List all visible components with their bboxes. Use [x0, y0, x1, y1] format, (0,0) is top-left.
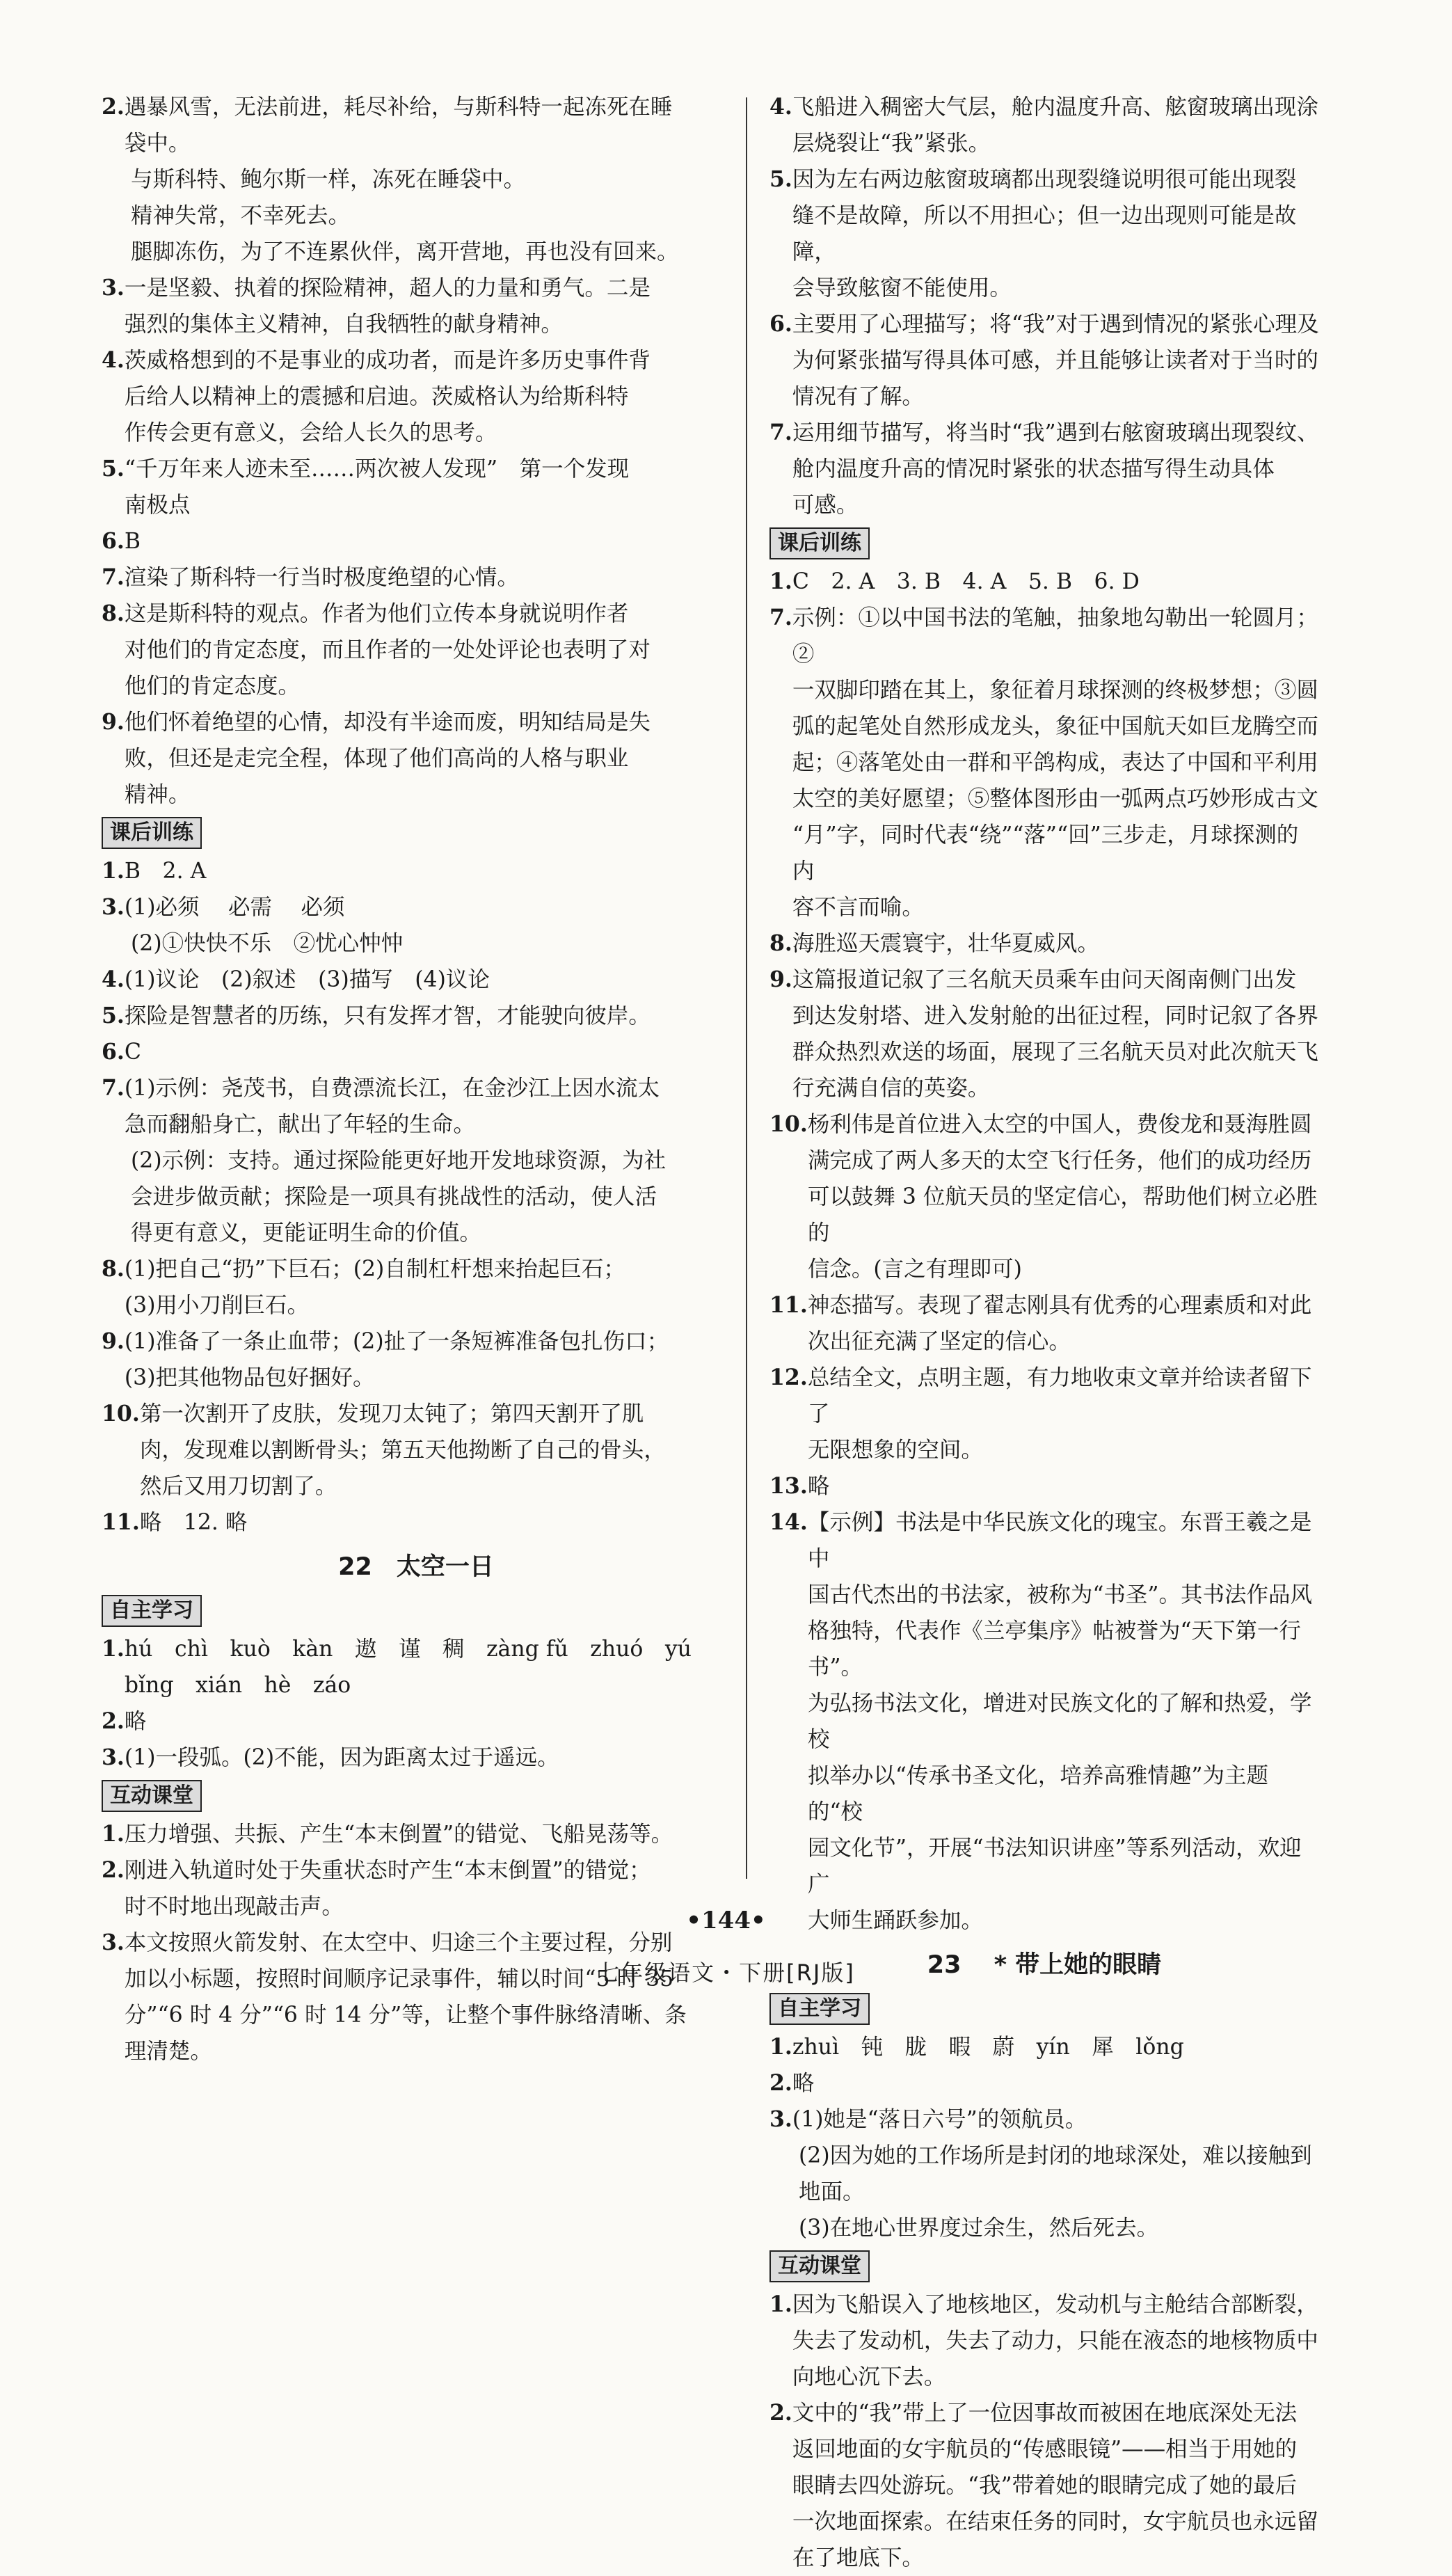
answer-text — [125, 270, 731, 342]
answer-line: 示例：①以中国书法的笔触，抽象地勾勒出一轮圆月；② — [792, 605, 1318, 667]
answer-line: 返回地面的女宇航员的“传感眼镜”——相当于用她的 — [792, 2437, 1298, 2462]
answer-text — [792, 2287, 1319, 2395]
answer-line: 强烈的集体主义精神，自我牺牲的献身精神。 — [124, 312, 563, 337]
answer-line: 群众热烈欢送的场面，展现了三名航天员对此次航天飞 — [792, 1040, 1318, 1065]
section-label: 自主学习 — [769, 1993, 870, 2025]
answer-line: 肉，发现难以割断骨头；第五天他拗断了自己的骨头， — [139, 1438, 666, 1463]
answer-item — [102, 523, 731, 559]
answer-number: 1. — [102, 858, 125, 884]
answer-line: 这是斯科特的观点。作者为他们立传本身就说明作者 — [124, 601, 629, 626]
answer-line: C — [124, 1040, 141, 1065]
answer-number: 1. — [769, 569, 792, 594]
answer-item — [102, 1251, 731, 1323]
right-column — [769, 89, 1319, 2576]
answer-number: 3. — [102, 1744, 125, 1770]
answer-item — [102, 1703, 731, 1740]
answer-text — [140, 1396, 731, 1504]
answer-item — [769, 415, 1319, 523]
answer-line: 渲染了斯科特一行当时极度绝望的心情。 — [124, 565, 519, 590]
answer-line: 拟举办以“传承书圣文化，培养高雅情趣”为主题的“校 — [807, 1763, 1269, 1824]
answer-line: 这篇报道记叙了三名航天员乘车由问天阁南侧门出发 — [792, 967, 1297, 992]
answer-line: “月”字，同时代表“绕”“落”“回”三步走，月球探测的内 — [792, 822, 1299, 884]
answer-number: 7. — [769, 605, 792, 630]
section-label-box — [769, 1989, 1319, 2029]
answer-text — [808, 1287, 1319, 1360]
answer-line: 信念。(言之有理即可) — [807, 1257, 1022, 1282]
answer-item — [769, 925, 1319, 962]
answer-number: 7. — [769, 420, 792, 445]
answer-line: 败，但还是走完全程，体现了他们高尚的人格与职业 — [124, 746, 629, 771]
answer-text — [792, 89, 1319, 161]
answer-line: 会导致舷窗不能使用。 — [792, 276, 1012, 301]
answer-number: 2. — [102, 94, 125, 120]
answer-number: 9. — [102, 1328, 125, 1354]
book-title: 七年级语文・下册[RJ版] — [597, 1959, 855, 1986]
answer-number: 2. — [769, 2070, 792, 2096]
answer-line: 一是坚毅、执着的探险精神，超人的力量和勇气。二是 — [124, 276, 651, 301]
answer-line: 神态描写。表现了翟志刚具有优秀的心理素质和对此 — [807, 1293, 1312, 1318]
answer-item — [102, 1323, 731, 1396]
answer-line: B 2. A — [124, 859, 207, 884]
answer-line: 理清楚。 — [124, 2039, 212, 2064]
section-label: 互动课堂 — [769, 2250, 870, 2282]
answer-line: 飞船进入稠密大气层，舱内温度升高、舷窗玻璃出现涂 — [792, 95, 1318, 120]
answer-line: “千万年来人迹未至……两次被人发现” 第一个发现 — [124, 456, 630, 482]
answer-text — [792, 962, 1319, 1106]
answer-text — [140, 1504, 731, 1541]
answer-text — [792, 2065, 1319, 2101]
answer-text — [125, 1816, 731, 1852]
answer-line: 主要用了心理描写；将“我”对于遇到情况的紧张心理及 — [792, 312, 1319, 337]
answer-line: 精神。 — [124, 782, 191, 807]
answer-line: 一双脚印踏在其上，象征着月球探测的终极梦想；③圆 — [792, 678, 1318, 703]
answer-item — [769, 1287, 1319, 1360]
answer-item — [102, 451, 731, 523]
answer-line: 满完成了两人多天的太空飞行任务，他们的成功经历 — [807, 1148, 1312, 1173]
answer-number: 1. — [769, 2034, 792, 2060]
answer-line: (2)①快快不乐 ②忧心忡忡 — [131, 931, 404, 956]
answer-line: C 2. A 3. B 4. A 5. B 6. D — [792, 569, 1140, 594]
answer-text — [125, 998, 731, 1034]
answer-line: 时不时地出现敲击声。 — [124, 1894, 344, 1919]
answer-line: 为何紧张描写得具体可感，并且能够让读者对于当时的 — [792, 348, 1318, 373]
answer-number: 5. — [769, 166, 792, 192]
answer-item — [102, 89, 731, 161]
answer-number: 8. — [102, 601, 125, 626]
answer-line: 层烧裂让“我”紧张。 — [792, 131, 991, 156]
answer-sub-lines — [102, 161, 731, 270]
section-label: 互动课堂 — [102, 1780, 202, 1812]
answer-number: 4. — [102, 347, 125, 373]
answer-line: 略 — [792, 2071, 815, 2096]
answer-item — [102, 1631, 731, 1703]
answer-number: 9. — [769, 967, 792, 992]
answer-number: 1. — [102, 1821, 125, 1847]
answer-line: 无限想象的空间。 — [807, 1438, 983, 1463]
answer-item — [102, 1740, 731, 1776]
answer-item — [102, 853, 731, 889]
answer-line: 【示例】书法是中华民族文化的瑰宝。东晋王羲之是中 — [807, 1510, 1312, 1571]
answer-line: (1)准备了一条止血带；(2)扯了一条短裤准备包扎伤口； — [124, 1329, 669, 1354]
answer-number: 9. — [102, 709, 125, 735]
answer-text — [125, 704, 731, 813]
page-number: •144• — [686, 1907, 766, 1934]
section-label-box — [769, 523, 1319, 564]
answer-line: 他们怀着绝望的心情，却没有半途而废，明知结局是失 — [124, 710, 651, 735]
answer-line: 情况有了解。 — [792, 384, 924, 409]
answer-line: (1)把自己“扔”下巨石；(2)自制杠杆想来抬起巨石； — [124, 1257, 625, 1282]
answer-line: 缝不是故障，所以不用担心；但一边出现则可能是故障， — [792, 203, 1297, 264]
answer-item — [769, 1504, 1319, 1939]
answer-item — [102, 889, 731, 925]
answer-line: 国古代杰出的书法家，被称为“书圣”。其书法作品风 — [807, 1582, 1313, 1607]
answer-sub-lines — [102, 925, 731, 962]
answer-number: 13. — [769, 1473, 808, 1499]
answer-text — [792, 2101, 1319, 2138]
answer-number: 2. — [102, 1708, 125, 1734]
answer-number: 7. — [102, 1075, 125, 1101]
answer-text — [125, 89, 731, 161]
answer-number: 12. — [769, 1365, 808, 1390]
answer-number: 3. — [102, 275, 125, 301]
answer-line: (1)一段弧。(2)不能，因为距离太过于遥远。 — [124, 1745, 559, 1770]
answer-line: 一次地面探索。在结束任务的同时，女宇航员也永远留 — [792, 2509, 1318, 2534]
answer-text — [792, 925, 1319, 962]
answer-line: 对他们的肯定态度，而且作者的一处处评论也表明了对 — [124, 637, 651, 662]
answer-text — [125, 1925, 731, 2069]
answer-line: 次出征充满了坚定的信心。 — [807, 1329, 1071, 1354]
answer-line: 起；④落笔处由一群和平鸽构成，表达了中国和平利用 — [792, 750, 1318, 775]
answer-line: 可以鼓舞 3 位航天员的坚定信心，帮助他们树立必胜的 — [807, 1184, 1318, 1246]
answer-item — [769, 1360, 1319, 1468]
answer-line: 他们的肯定态度。 — [124, 674, 300, 699]
answer-line: 袋中。 — [124, 131, 191, 156]
answer-number: 10. — [769, 1111, 808, 1137]
answer-text — [792, 415, 1319, 523]
answer-text — [792, 2395, 1319, 2576]
answer-number: 8. — [102, 1256, 125, 1282]
answer-line: (1)她是“落日六号”的领航员。 — [792, 2107, 1087, 2132]
answer-number: 8. — [769, 930, 792, 956]
lesson-title: 22 太空一日 — [338, 1553, 494, 1581]
answer-text — [125, 1703, 731, 1740]
answer-item — [769, 2065, 1319, 2101]
answer-number: 11. — [102, 1509, 140, 1535]
section-label-box — [102, 1591, 731, 1631]
answer-text — [792, 564, 1319, 600]
answer-line: 略 — [807, 1474, 830, 1499]
answer-line: 运用细节描写，将当时“我”遇到右舷窗玻璃出现裂纹、 — [792, 420, 1319, 445]
answer-text — [808, 1504, 1319, 1939]
answer-item — [769, 600, 1319, 925]
answer-number: 14. — [769, 1509, 808, 1535]
answer-number: 1. — [769, 2291, 792, 2317]
answer-text — [125, 451, 731, 523]
answer-line: 腿脚冻伤，为了不连累伙伴，离开营地，再也没有回来。 — [131, 239, 679, 264]
answer-line: (2)示例：支持。通过探险能更好地开发地球资源，为社 — [131, 1148, 667, 1173]
answer-line: 分”“6 时 4 分”“6 时 14 分”等，让整个事件脉络清晰、条 — [124, 2003, 687, 2028]
answer-item — [102, 1034, 731, 1070]
answer-number: 5. — [102, 1003, 125, 1028]
answer-text — [792, 600, 1319, 925]
answer-text — [125, 523, 731, 559]
answer-line: 园文化节”，开展“书法知识讲座”等系列活动，欢迎广 — [807, 1836, 1302, 1897]
answer-item — [769, 2395, 1319, 2576]
answer-text — [125, 1323, 731, 1396]
answer-text — [125, 1631, 731, 1703]
answer-line: 与斯科特、鲍尔斯一样，冻死在睡袋中。 — [131, 167, 526, 192]
section-label-box — [102, 1776, 731, 1816]
answer-text — [808, 1106, 1319, 1287]
answer-line: 作传会更有意义，会给人长久的思考。 — [124, 420, 497, 445]
answer-number: 6. — [769, 311, 792, 337]
answer-line: 到达发射塔、进入发射舱的出征过程，同时记叙了各界 — [792, 1003, 1318, 1028]
answer-item — [769, 962, 1319, 1106]
section-label-box — [769, 2246, 1319, 2287]
answer-line: 为弘扬书法文化，增进对民族文化的了解和热爱，学校 — [807, 1691, 1312, 1752]
answer-item — [102, 559, 731, 596]
answer-line: (1)议论 (2)叙述 (3)描写 (4)议论 — [124, 967, 490, 992]
left-column — [102, 89, 731, 2069]
answer-item — [102, 704, 731, 813]
answer-line: 杨利伟是首位进入太空的中国人，费俊龙和聂海胜圆 — [807, 1112, 1312, 1137]
answer-item — [769, 564, 1319, 600]
answer-item — [769, 1468, 1319, 1504]
column-divider — [746, 97, 747, 1879]
answer-number: 3. — [102, 1930, 125, 1955]
answer-item — [102, 1070, 731, 1143]
answer-line: B — [124, 529, 141, 554]
answer-line: bǐng xián hè záo — [124, 1673, 351, 1698]
answer-number: 10. — [102, 1401, 140, 1426]
answer-text — [808, 1360, 1319, 1468]
answer-text — [792, 306, 1319, 415]
answer-item — [769, 161, 1319, 306]
answer-line: (3)用小刀削巨石。 — [124, 1293, 310, 1318]
answer-line: 格独特，代表作《兰亭集序》帖被誉为“天下第一行书”。 — [807, 1619, 1301, 1680]
answer-line: 在了地底下。 — [792, 2545, 924, 2570]
answer-item — [769, 306, 1319, 415]
answer-item — [769, 2101, 1319, 2138]
answer-number: 11. — [769, 1292, 808, 1318]
answer-line: 弧的起笔处自然形成龙头，象征中国航天如巨龙腾空而 — [792, 714, 1318, 739]
answer-number: 6. — [102, 1039, 125, 1065]
answer-line: 容不言而喻。 — [792, 895, 924, 920]
answer-text — [125, 1070, 731, 1143]
answer-number: 6. — [102, 528, 125, 554]
answer-line: 眼睛去四处游玩。“我”带着她的眼睛完成了她的最后 — [792, 2473, 1298, 2498]
answer-item — [769, 2029, 1319, 2065]
answer-item — [102, 1396, 731, 1504]
answer-sub-lines — [102, 1143, 731, 1251]
answer-line: 精神失常，不幸死去。 — [131, 203, 351, 228]
answer-number: 3. — [769, 2106, 792, 2132]
answer-item — [769, 1106, 1319, 1287]
answer-text — [125, 853, 731, 889]
answer-text — [125, 1034, 731, 1070]
answer-text — [808, 1468, 1319, 1504]
answer-number: 5. — [102, 456, 125, 482]
answer-item — [769, 2287, 1319, 2395]
answer-line: (2)因为她的工作场所是封闭的地球深处，难以接触到 — [799, 2143, 1312, 2168]
answer-item — [102, 962, 731, 998]
answer-text — [125, 1251, 731, 1323]
answer-line: 茨威格想到的不是事业的成功者，而是许多历史事件背 — [124, 348, 651, 373]
answer-line: 会进步做贡献；探险是一项具有挑战性的活动，使人活 — [131, 1184, 657, 1209]
answer-text — [125, 559, 731, 596]
answer-text — [125, 962, 731, 998]
answer-line: 略 12. 略 — [139, 1510, 248, 1535]
section-label: 课后训练 — [769, 527, 870, 559]
answer-item — [102, 998, 731, 1034]
answer-item — [102, 270, 731, 342]
answer-line: (3)把其他物品包好捆好。 — [124, 1365, 375, 1390]
answer-line: 地面。 — [799, 2179, 865, 2204]
lesson-title: 23 * 带上她的眼睛 — [927, 1951, 1162, 1979]
answer-item — [102, 1925, 731, 2069]
answer-line: 因为飞船误入了地核地区，发动机与主舱结合部断裂， — [792, 2292, 1318, 2317]
answer-item — [769, 89, 1319, 161]
answer-line: 探险是智慧者的历练，只有发挥才智，才能驶向彼岸。 — [124, 1003, 651, 1028]
answer-line: hú chì kuò kàn 遨 谨 稠 zàng fǔ zhuó yú — [124, 1637, 692, 1662]
answer-sub-lines — [769, 2138, 1319, 2246]
answer-number: 7. — [102, 564, 125, 590]
answer-item — [102, 596, 731, 704]
answer-line: zhuì 钝 胧 暇 蔚 yín 犀 lǒng — [792, 2035, 1184, 2060]
answer-text — [792, 161, 1319, 306]
answer-line: 舱内温度升高的情况时紧张的状态描写得生动具体 — [792, 456, 1275, 482]
answer-line: 总结全文，点明主题，有力地收束文章并给读者留下了 — [807, 1365, 1312, 1426]
answer-line: (1)必须 必需 必须 — [124, 895, 345, 920]
answer-number: 2. — [102, 1857, 125, 1883]
section-label: 自主学习 — [102, 1595, 202, 1627]
answer-line: 行充满自信的英姿。 — [792, 1076, 990, 1101]
answer-line: 南极点 — [124, 493, 191, 518]
answer-item — [102, 1504, 731, 1541]
answer-line: 向地心沉下去。 — [792, 2364, 946, 2390]
answer-line: 太空的美好愿望；⑤整体图形由一弧两点巧妙形成古文 — [792, 786, 1318, 811]
answer-line: 因为左右两边舷窗玻璃都出现裂缝说明很可能出现裂 — [792, 167, 1297, 192]
answer-text — [125, 596, 731, 704]
answer-number: 1. — [102, 1636, 125, 1662]
answer-line: 文中的“我”带上了一位因事故而被困在地底深处无法 — [792, 2401, 1298, 2426]
answer-line: 本文按照火箭发射、在太空中、归途三个主要过程，分别 — [124, 1930, 673, 1955]
section-label-box — [102, 813, 731, 853]
answer-line: 略 — [124, 1709, 147, 1734]
answer-line: 刚进入轨道时处于失重状态时产生“本末倒置”的错觉； — [124, 1858, 651, 1883]
answer-line: 后给人以精神上的震撼和启迪。茨威格认为给斯科特 — [124, 384, 629, 409]
answer-line: 加以小标题，按照时间顺序记录事件，辅以时间“5 时 35 — [124, 1966, 674, 1991]
answer-line: 海胜巡天震寰宇，壮华夏威风。 — [792, 931, 1099, 956]
answer-line: (1)示例：尧茂书，自费漂流长江，在金沙江上因水流太 — [124, 1076, 660, 1101]
answer-line: 大师生踊跃参加。 — [807, 1908, 983, 1933]
answer-line: 急而翻船身亡，献出了年轻的生命。 — [124, 1112, 475, 1137]
answer-text — [125, 1740, 731, 1776]
answer-number: 4. — [769, 94, 792, 120]
answer-line: 得更有意义，更能证明生命的价值。 — [131, 1221, 482, 1246]
answer-line: 可感。 — [792, 493, 859, 518]
answer-line: 失去了发动机，失去了动力，只能在液态的地核物质中 — [792, 2328, 1318, 2353]
answer-text — [125, 889, 731, 925]
answer-number: 4. — [102, 967, 125, 992]
section-label: 课后训练 — [102, 817, 202, 849]
answer-text — [125, 342, 731, 451]
answer-text — [792, 2029, 1319, 2065]
answer-line: 第一次割开了皮肤，发现刀太钝了；第四天割开了肌 — [139, 1401, 644, 1426]
answer-item — [102, 1816, 731, 1852]
answer-line: (3)在地心世界度过余生，然后死去。 — [799, 2216, 1159, 2241]
answer-number: 3. — [102, 894, 125, 920]
answer-item — [102, 342, 731, 451]
answer-line: 压力增强、共振、产生“本末倒置”的错觉、飞船晃荡等。 — [124, 1822, 673, 1847]
answer-line: 然后又用刀切割了。 — [139, 1474, 337, 1499]
answer-line: 遇暴风雪，无法前进，耗尽补给，与斯科特一起冻死在睡 — [124, 95, 673, 120]
answer-number: 2. — [769, 2400, 792, 2426]
